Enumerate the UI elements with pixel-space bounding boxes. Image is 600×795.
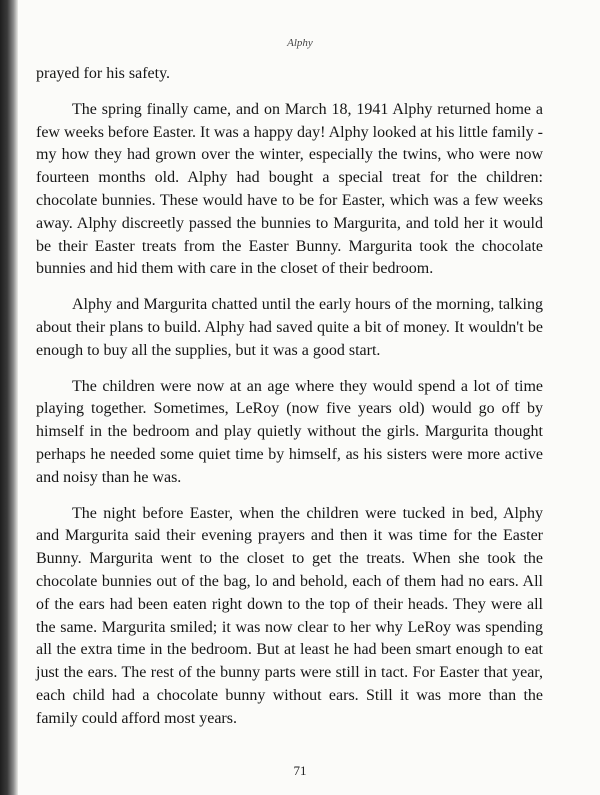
paragraph-plans-to-build: Alphy and Margurita chatted until the early hours of the morning, talking about their plans to build. Alphy had saved quite a bit of money. It wouldn't be enough to buy all the supplies, but it was a good start. xyxy=(36,296,543,359)
paragraph-spring-return: The spring finally came, and on March 18, 1941 Alphy returned home a few weeks before Easter. It was a happy day! Alphy looked at his little family - my how they had grown over the winter, especially the twins, who were now fourteen months old. Alphy had bought a special treat for the children: chocolate bunnies. These would have to be for Easter, which was a few weeks away. Alphy discreetly passed the bunnies to Margurita, and told her it would be their Easter treats from the Easter Bunny. Margurita took the chocolate bunnies and hid them with care in the closet of their bedroom. xyxy=(36,100,543,278)
body-text xyxy=(36,63,543,744)
running-header: Alphy xyxy=(287,37,313,49)
binding-shadow xyxy=(0,0,18,795)
paragraph-easter-night: The night before Easter, when the children were tucked in bed, Alphy and Margurita said their evening prayers and then it was time for the Easter Bunny. Margurita went to the closet to get the treats. When she took the chocolate bunnies out of the bag, lo and behold, each of them had no ears. All of the ears had been eaten right down to the top of their heads. They were all the same. Margurita smiled; it was now clear to her why LeRoy was spending all the extra time in the bedroom. But at least he had been smart enough to eat just the ears. The rest of the bunny parts were still in tact. For Easter that year, each child had a chocolate bunny without ears. Still it was more than the family could afford most years. xyxy=(36,504,543,727)
page-number: 71 xyxy=(293,763,307,778)
paragraph-children-playing: The children were now at an age where they would spend a lot of time playing together. Sometimes, LeRoy (now five years old) would go off by himself in the bedroom and play quietly without the girls. Margurita thought perhaps he needed some quiet time by himself, as his sisters were more active and noisy than he was. xyxy=(36,377,543,486)
paragraph-continued: prayed for his safety. xyxy=(36,65,171,82)
